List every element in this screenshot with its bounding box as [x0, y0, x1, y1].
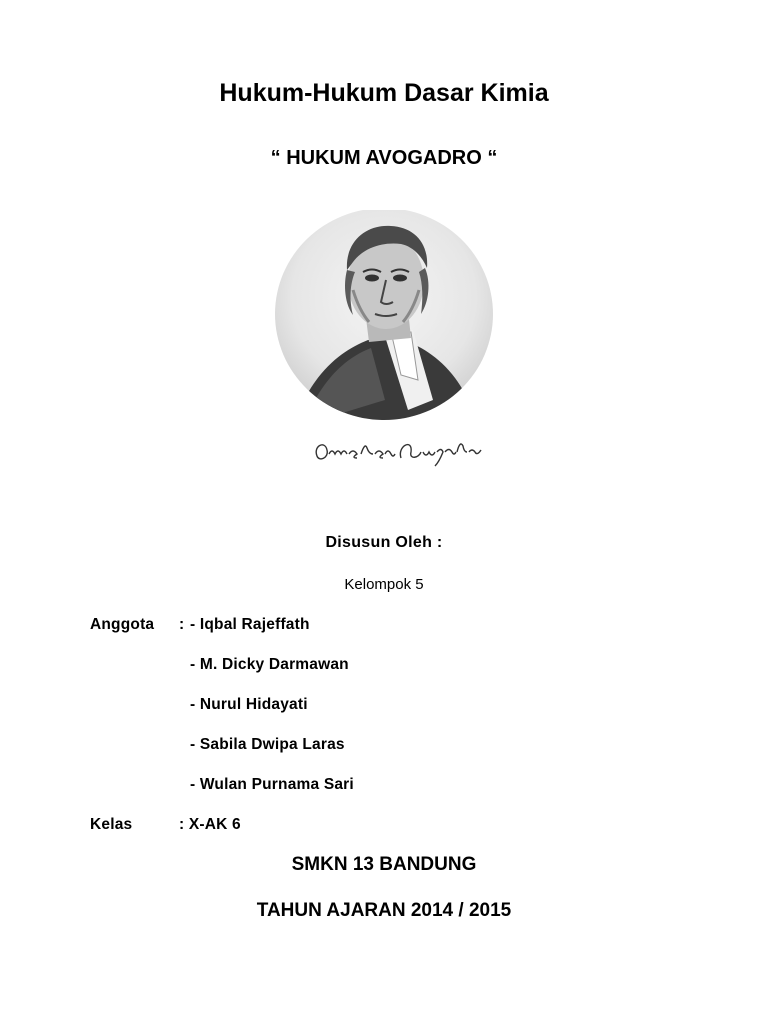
signature-image	[316, 444, 481, 466]
school-name: SMKN 13 BANDUNG	[291, 854, 477, 875]
member-item: - M. Dicky Darmawan	[190, 656, 349, 673]
class-label: Kelas	[90, 816, 133, 833]
member-item: - Wulan Purnama Sari	[190, 776, 354, 793]
composed-by-heading: Disusun Oleh :	[325, 534, 443, 551]
page-subtitle: “ HUKUM AVOGADRO “	[270, 147, 498, 169]
member-item: - Nurul Hidayati	[190, 696, 308, 713]
page-title: Hukum-Hukum Dasar Kimia	[219, 79, 549, 107]
academic-year: TAHUN AJARAN 2014 / 2015	[256, 900, 512, 921]
members-colon: :	[179, 616, 185, 633]
member-item: - Iqbal Rajeffath	[190, 616, 310, 633]
avogadro-portrait	[273, 210, 495, 482]
group-name: Kelompok 5	[344, 576, 424, 593]
member-item: - Sabila Dwipa Laras	[190, 736, 345, 753]
class-value: : X-AK 6	[179, 816, 241, 833]
members-label: Anggota	[90, 616, 155, 633]
